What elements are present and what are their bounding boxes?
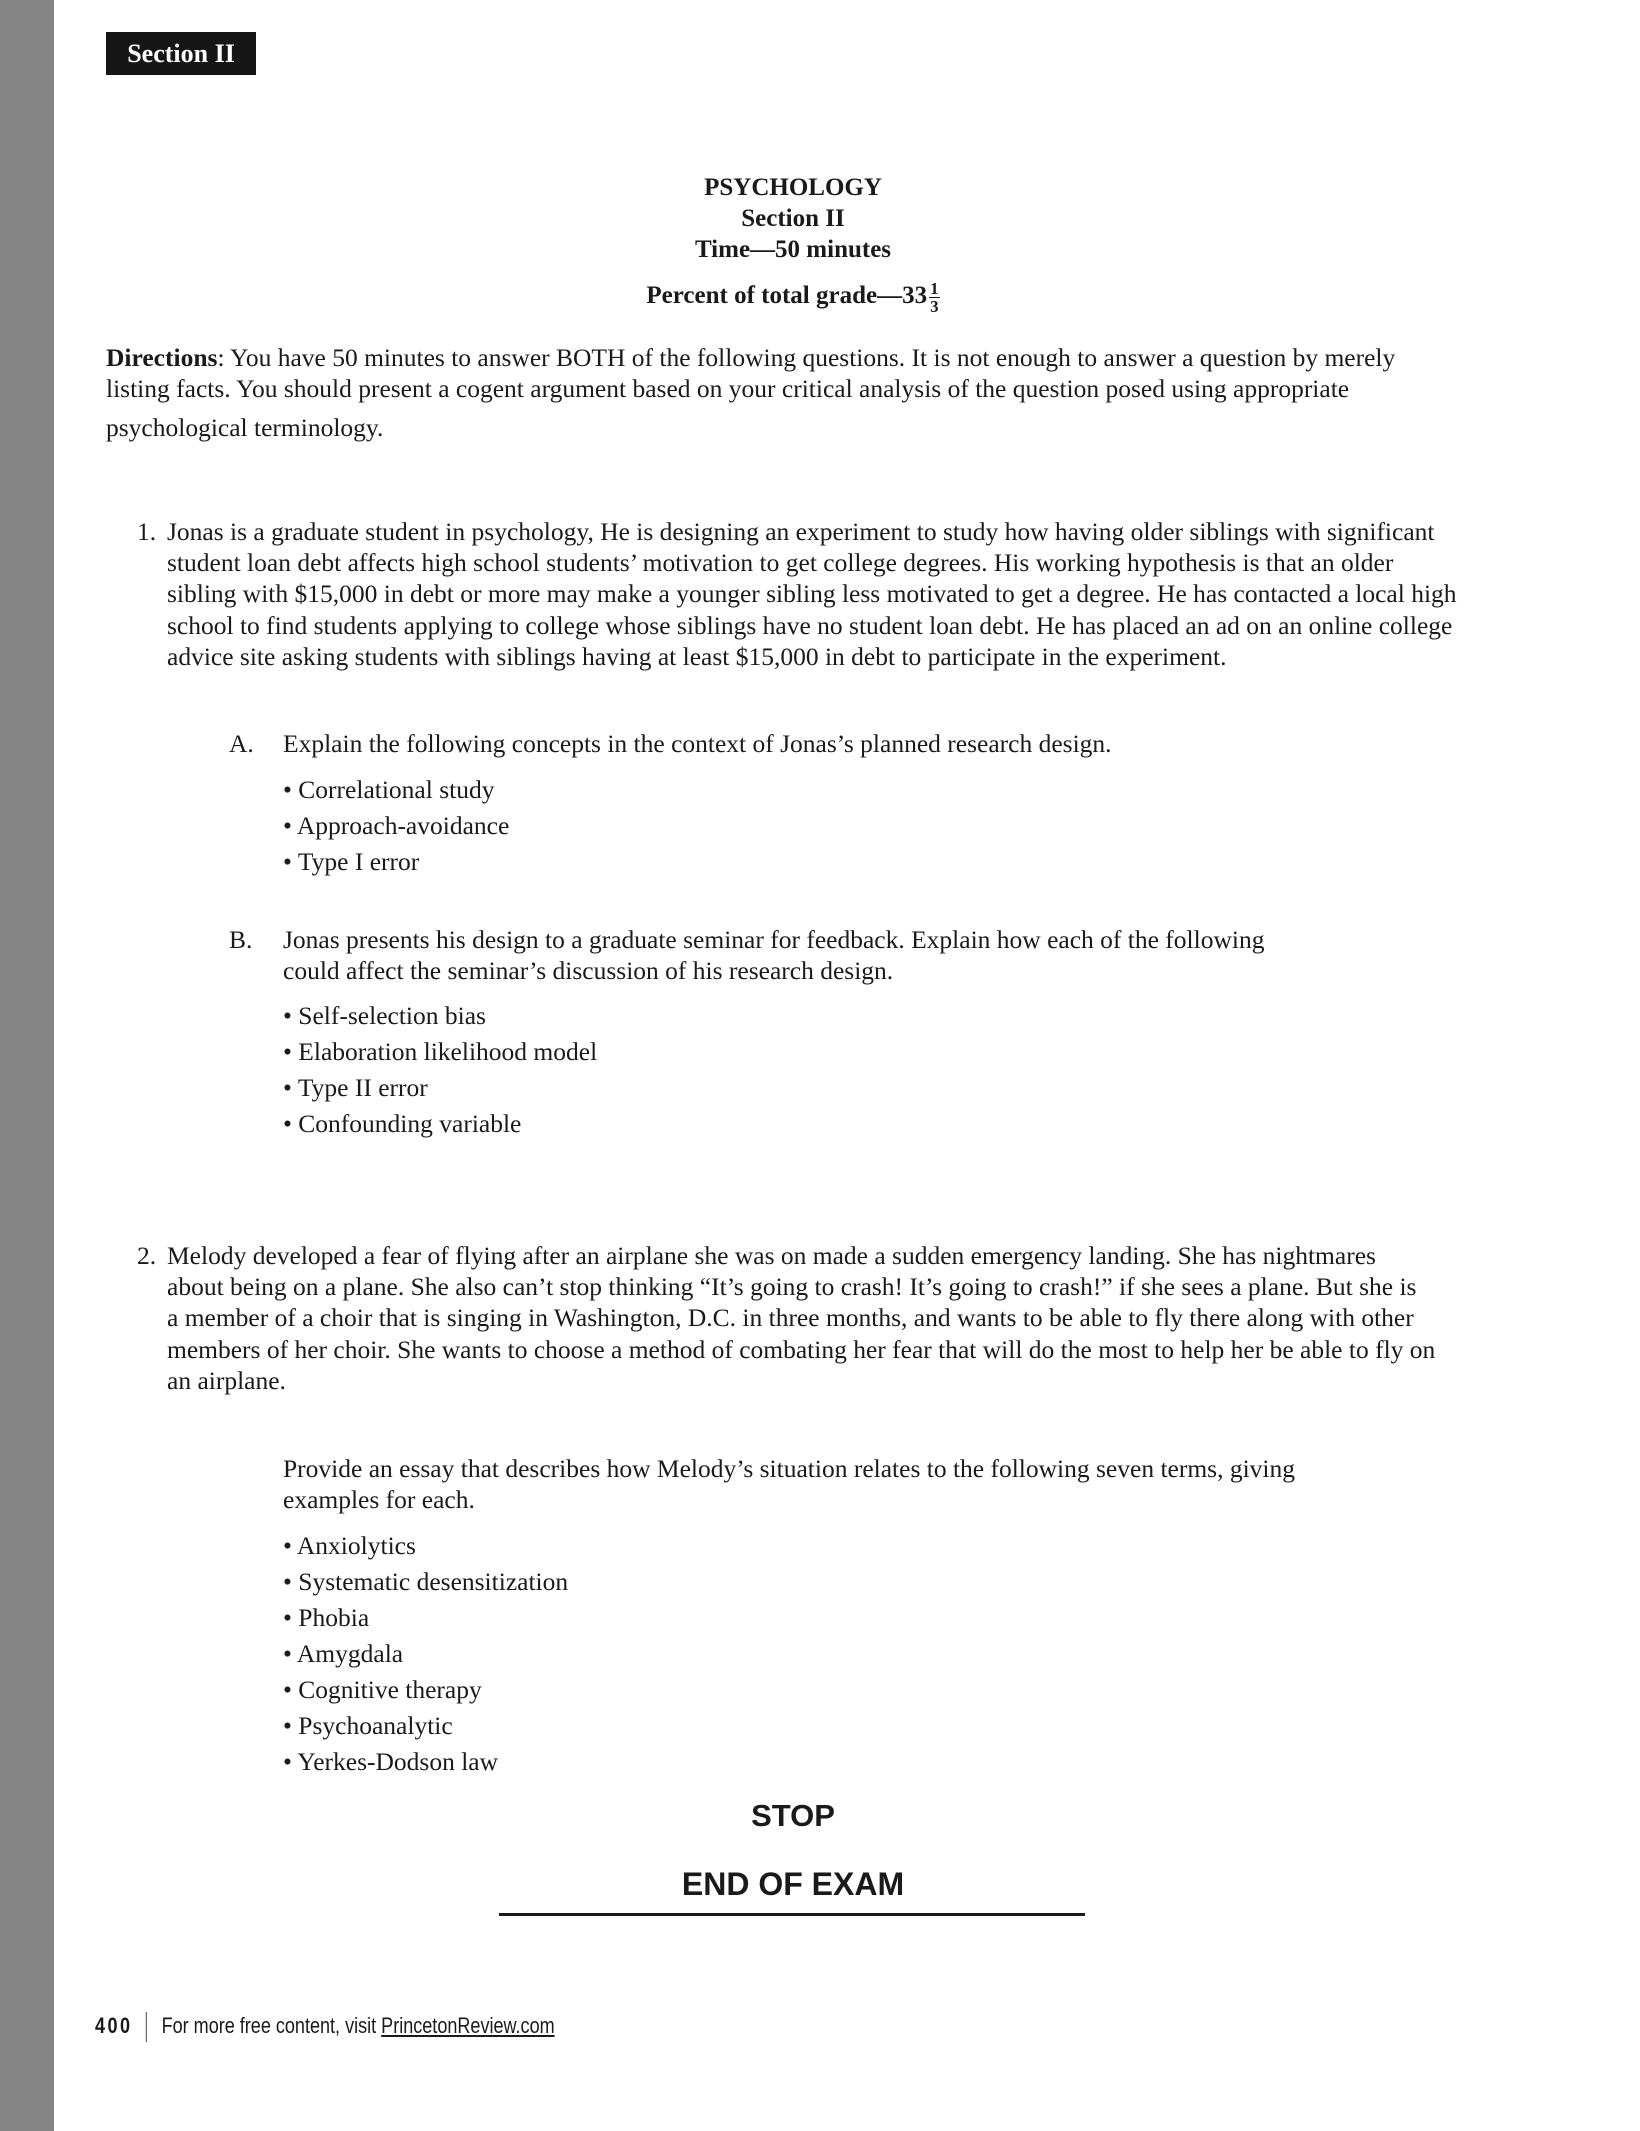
fraction-denominator: 3 [930, 297, 939, 316]
footer-text: For more free content, visit [161, 2013, 382, 2038]
footer-divider [146, 2012, 147, 2042]
part-text-line: could affect the seminar’s discussion of his research design. [283, 956, 894, 986]
bullet-item: • Elaboration likelihood model [283, 1037, 598, 1066]
percent-label: Percent of total grade—33 [646, 282, 928, 310]
question-text-line: a member of a choir that is singing in Washington, D.C. in three months, and wants to be able to fly there along with other [167, 1303, 1414, 1333]
bullet-item: • Confounding variable [283, 1109, 522, 1138]
question-number: 1. [137, 517, 157, 546]
bullet-item: • Type II error [283, 1073, 428, 1102]
directions-line: psychological terminology. [106, 413, 384, 442]
prompt-text-line: examples for each. [283, 1485, 475, 1515]
bullet-item: • Anxiolytics [283, 1531, 416, 1560]
bullet-item: • Yerkes-Dodson law [283, 1747, 499, 1776]
bullet-item: • Correlational study [283, 775, 495, 804]
bullet-item: • Psychoanalytic [283, 1711, 453, 1740]
question-text-line: school to find students applying to college whose siblings have no student loan debt. He has placed an ad on an online college [167, 610, 1453, 640]
question-text-line: members of her choir. She wants to choose a method of combating her fear that will do the most to help her be able to fly on [167, 1334, 1436, 1364]
percent-grade [54, 280, 1532, 315]
stop-label: STOP [751, 1798, 835, 1833]
part-text-line: Explain the following concepts in the context of Jonas’s planned research design. [283, 729, 1112, 758]
question-text-line: advice site asking students with siblings having at least $15,000 in debt to participate in the experiment. [167, 641, 1227, 671]
part-text-line: Jonas presents his design to a graduate seminar for feedback. Explain how each of the following [283, 925, 1265, 954]
bullet-item: • Type I error [283, 847, 420, 876]
prompt-text-line: Provide an essay that describes how Melody’s situation relates to the following seven terms, giving [283, 1454, 1296, 1483]
directions-line: listing facts. You should present a cogent argument based on your critical analysis of the question posed using appropriate [106, 374, 1350, 403]
directions-line: : You have 50 minutes to answer BOTH of the following questions. It is not enough to answer a question by merely [217, 343, 1396, 372]
bullet-item: • Self-selection bias [283, 1001, 486, 1030]
part-letter: B. [229, 925, 253, 954]
bullet-item: • Phobia [283, 1603, 370, 1632]
question-text-line: student loan debt affects high school students’ motivation to get college degrees. His working hypothesis is that an older [167, 548, 1394, 578]
bullet-item: • Cognitive therapy [283, 1675, 482, 1704]
fraction [929, 280, 940, 315]
princeton-review-link[interactable]: PrincetonReview.com [381, 2013, 555, 2038]
question-text-line: Melody developed a fear of flying after an airplane she was on made a sudden emergency landing. She has nightmares [167, 1241, 1376, 1270]
section-tag: Section II [106, 32, 256, 75]
end-of-exam-label: END OF EXAM [681, 1866, 905, 1902]
directions-label-text: Directions [106, 343, 218, 372]
fraction-numerator: 1 [930, 279, 939, 298]
question-text-line: Jonas is a graduate student in psychology, He is designing an experiment to study how having older siblings with significant [167, 517, 1435, 546]
question-text-line: about being on a plane. She also can’t stop thinking “It’s going to crash! It’s going to crash!” if she sees a plane. But she is [167, 1272, 1417, 1302]
part-letter: A. [229, 729, 254, 758]
bullet-item: • Systematic desensitization [283, 1567, 569, 1596]
question-text-line: an airplane. [167, 1365, 286, 1395]
page-number: 400 [95, 2013, 133, 2038]
directions-label [106, 342, 1395, 373]
footer [95, 2011, 555, 2042]
bullet-item: • Approach-avoidance [283, 811, 510, 840]
subject-title: PSYCHOLOGY [704, 174, 882, 201]
section-title: Section II [741, 205, 845, 232]
time-limit: Time—50 minutes [694, 236, 892, 263]
question-text-line: sibling with $15,000 in debt or more may make a younger sibling less motivated to get a degree. He has contacted a local high [167, 579, 1457, 609]
question-number: 2. [137, 1241, 157, 1270]
page-gutter [0, 0, 54, 2131]
bullet-item: • Amygdala [283, 1639, 404, 1668]
end-rule [499, 1913, 1085, 1916]
